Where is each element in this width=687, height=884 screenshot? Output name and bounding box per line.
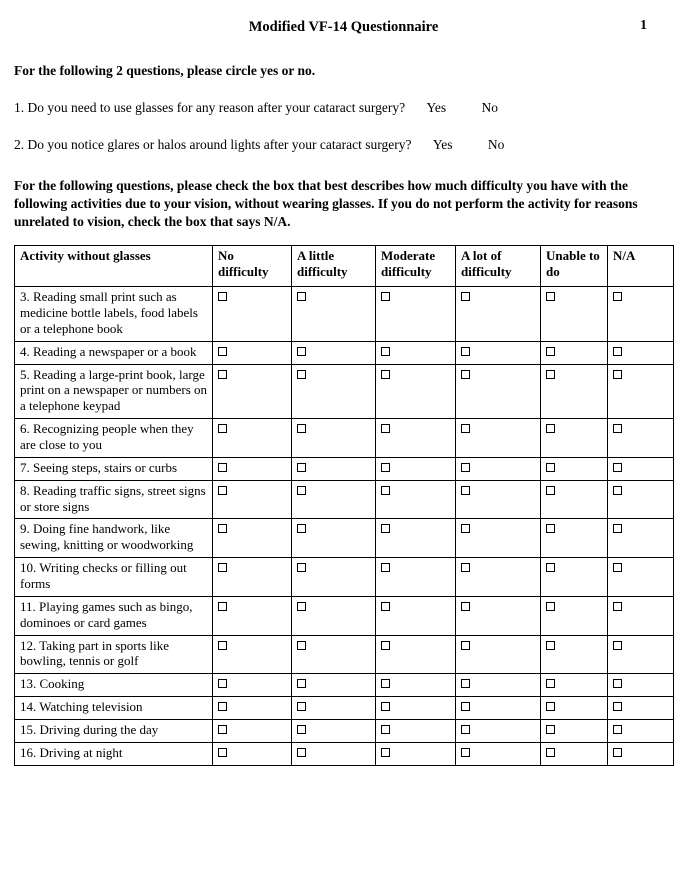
activity-table [14, 245, 674, 765]
checkbox[interactable] [218, 602, 227, 611]
checkbox[interactable] [381, 679, 390, 688]
table-row [15, 341, 674, 364]
table-row [15, 519, 674, 558]
checkbox[interactable] [297, 347, 306, 356]
checkbox[interactable] [218, 641, 227, 650]
checkbox-cell [608, 635, 674, 674]
table-row [15, 287, 674, 342]
circle-instruction: For the following 2 questions, please circle yes or no. [14, 63, 316, 78]
checkbox[interactable] [613, 725, 622, 734]
activity-label: 6. Recognizing people when they are close to you [15, 419, 213, 458]
checkbox-cell [292, 519, 376, 558]
checkbox[interactable] [546, 524, 555, 533]
question-line-2 [14, 137, 673, 153]
checkbox[interactable] [613, 641, 622, 650]
header-alot-difficulty: A lot of difficulty [456, 246, 541, 287]
activity-label: 11. Playing games such as bingo, dominoes or card games [15, 596, 213, 635]
checkbox[interactable] [546, 563, 555, 572]
checkbox-cell [213, 457, 292, 480]
checkbox-cell [292, 697, 376, 720]
checkbox[interactable] [381, 602, 390, 611]
checkbox-cell [213, 480, 292, 519]
checkbox-cell [608, 519, 674, 558]
checkbox-cell [376, 480, 456, 519]
checkbox-cell [292, 674, 376, 697]
checkbox[interactable] [613, 347, 622, 356]
checkbox-cell [213, 341, 292, 364]
checkbox[interactable] [218, 563, 227, 572]
checkbox-cell [456, 519, 541, 558]
question-2-text: 2. Do you notice glares or halos around lights after your cataract surgery? [14, 137, 412, 152]
checkbox[interactable] [297, 702, 306, 711]
checkbox[interactable] [461, 486, 470, 495]
activity-table-body [15, 287, 674, 766]
checkbox-cell [608, 674, 674, 697]
activity-label: 3. Reading small print such as medicine bottle labels, food labels or a telephone book [15, 287, 213, 342]
checkbox[interactable] [297, 524, 306, 533]
checkbox-cell [376, 596, 456, 635]
checkbox[interactable] [381, 524, 390, 533]
checkbox[interactable] [613, 424, 622, 433]
checkbox-cell [376, 287, 456, 342]
activity-label: 8. Reading traffic signs, street signs or store signs [15, 480, 213, 519]
checkbox-cell [456, 697, 541, 720]
checkbox-cell [541, 287, 608, 342]
checkbox[interactable] [613, 602, 622, 611]
checkbox[interactable] [218, 347, 227, 356]
checkbox-cell [292, 419, 376, 458]
checkbox-cell [376, 635, 456, 674]
checkbox[interactable] [381, 702, 390, 711]
table-row [15, 742, 674, 765]
table-header-row [15, 246, 674, 287]
activity-label: 4. Reading a newspaper or a book [15, 341, 213, 364]
checkbox-cell [541, 596, 608, 635]
checkbox[interactable] [297, 748, 306, 757]
checkbox[interactable] [461, 725, 470, 734]
checkbox-cell [456, 674, 541, 697]
checkbox[interactable] [297, 463, 306, 472]
checkbox-cell [456, 596, 541, 635]
activity-label: 15. Driving during the day [15, 720, 213, 743]
checkbox-cell [456, 635, 541, 674]
checkbox[interactable] [461, 424, 470, 433]
checkbox-cell [292, 480, 376, 519]
checkbox[interactable] [546, 748, 555, 757]
checkbox-cell [541, 558, 608, 597]
checkbox-cell [292, 457, 376, 480]
checkbox-cell [292, 287, 376, 342]
document-header [14, 18, 673, 36]
checkbox-cell [376, 364, 456, 419]
checkbox[interactable] [461, 702, 470, 711]
checkbox[interactable] [613, 524, 622, 533]
checkbox-cell [456, 419, 541, 458]
page-number: 1 [640, 18, 647, 33]
checkbox-cell [456, 742, 541, 765]
checkbox-cell [213, 720, 292, 743]
checkbox[interactable] [546, 641, 555, 650]
checkbox-cell [213, 519, 292, 558]
checkbox[interactable] [546, 486, 555, 495]
header-na: N/A [608, 246, 674, 287]
checkbox-cell [608, 419, 674, 458]
checkbox[interactable] [297, 370, 306, 379]
checkbox[interactable] [461, 292, 470, 301]
checkbox-cell [213, 635, 292, 674]
table-row [15, 596, 674, 635]
checkbox-cell [541, 519, 608, 558]
checkbox[interactable] [546, 463, 555, 472]
checkbox[interactable] [546, 602, 555, 611]
checkbox-cell [292, 596, 376, 635]
header-activity: Activity without glasses [15, 246, 213, 287]
page-title: Modified VF-14 Questionnaire [248, 19, 439, 35]
header-unable-to-do: Unable to do [541, 246, 608, 287]
checkbox[interactable] [218, 725, 227, 734]
checkbox[interactable] [297, 424, 306, 433]
checkbox[interactable] [218, 524, 227, 533]
checkbox[interactable] [546, 292, 555, 301]
checkbox[interactable] [381, 424, 390, 433]
table-row [15, 364, 674, 419]
checkbox-cell [213, 596, 292, 635]
checkbox-cell [213, 674, 292, 697]
checkbox[interactable] [613, 563, 622, 572]
checkbox-cell [292, 635, 376, 674]
checkbox-cell [608, 697, 674, 720]
checkbox[interactable] [218, 463, 227, 472]
checkbox[interactable] [381, 725, 390, 734]
activity-label: 10. Writing checks or filling out forms [15, 558, 213, 597]
checkbox-cell [541, 480, 608, 519]
checkbox[interactable] [546, 702, 555, 711]
checkbox[interactable] [218, 679, 227, 688]
table-row [15, 697, 674, 720]
checkbox[interactable] [297, 292, 306, 301]
checkbox[interactable] [461, 563, 470, 572]
checkbox-cell [456, 457, 541, 480]
header-little-difficulty: A little difficulty [292, 246, 376, 287]
checkbox-cell [541, 419, 608, 458]
checkbox-cell [213, 742, 292, 765]
checkbox-cell [541, 742, 608, 765]
checkbox-cell [541, 341, 608, 364]
question-line-1 [14, 100, 673, 116]
header-no-difficulty: No difficulty [213, 246, 292, 287]
checkbox[interactable] [461, 370, 470, 379]
checkbox-cell [376, 519, 456, 558]
checkbox-cell [292, 364, 376, 419]
checkbox-cell [541, 457, 608, 480]
checkbox-cell [541, 674, 608, 697]
checkbox-cell [292, 720, 376, 743]
header-moderate-difficulty: Moderate difficulty [376, 246, 456, 287]
checkbox[interactable] [461, 679, 470, 688]
checkbox-cell [608, 341, 674, 364]
checkbox[interactable] [218, 702, 227, 711]
checkbox[interactable] [381, 347, 390, 356]
table-row [15, 674, 674, 697]
checkbox[interactable] [297, 486, 306, 495]
checkbox-cell [541, 635, 608, 674]
checkbox-cell [376, 674, 456, 697]
checkbox-cell [608, 720, 674, 743]
checkbox-cell [608, 596, 674, 635]
table-row [15, 457, 674, 480]
checkbox[interactable] [381, 641, 390, 650]
checkbox-cell [456, 558, 541, 597]
checkbox-cell [213, 287, 292, 342]
activity-label: 14. Watching television [15, 697, 213, 720]
activity-label: 16. Driving at night [15, 742, 213, 765]
activity-label: 12. Taking part in sports like bowling, tennis or golf [15, 635, 213, 674]
checkbox[interactable] [546, 347, 555, 356]
checkbox-cell [608, 742, 674, 765]
checkbox-cell [376, 457, 456, 480]
checkbox[interactable] [381, 292, 390, 301]
question-1-no-option[interactable]: No [481, 100, 499, 115]
activity-label: 7. Seeing steps, stairs or curbs [15, 457, 213, 480]
checkbox-cell [456, 720, 541, 743]
checkbox[interactable] [546, 679, 555, 688]
checkbox[interactable] [613, 370, 622, 379]
checkbox[interactable] [461, 347, 470, 356]
checkbox[interactable] [613, 748, 622, 757]
checkbox-cell [608, 457, 674, 480]
checkbox[interactable] [461, 641, 470, 650]
checkbox[interactable] [381, 748, 390, 757]
checkbox-cell [608, 558, 674, 597]
checkbox[interactable] [613, 679, 622, 688]
checkbox[interactable] [613, 463, 622, 472]
table-row [15, 419, 674, 458]
checkbox[interactable] [613, 292, 622, 301]
checkbox-cell [376, 720, 456, 743]
checkbox-cell [376, 341, 456, 364]
checkbox[interactable] [218, 292, 227, 301]
checkbox-cell [213, 364, 292, 419]
question-2-no-option[interactable]: No [487, 137, 505, 152]
activity-label: 13. Cooking [15, 674, 213, 697]
checkbox-cell [456, 287, 541, 342]
checkbox-cell [376, 419, 456, 458]
question-1-yes-option[interactable]: Yes [426, 100, 447, 115]
checkbox-cell [213, 697, 292, 720]
checkbox[interactable] [461, 748, 470, 757]
checkbox[interactable] [218, 424, 227, 433]
checkbox[interactable] [546, 725, 555, 734]
activity-label: 5. Reading a large-print book, large print on a newspaper or numbers on a telephone keypad [15, 364, 213, 419]
checkbox[interactable] [218, 748, 227, 757]
checkbox-cell [292, 742, 376, 765]
checkbox[interactable] [546, 370, 555, 379]
checkbox[interactable] [381, 563, 390, 572]
activity-label: 9. Doing fine handwork, like sewing, knitting or woodworking [15, 519, 213, 558]
checkbox-instruction: For the following questions, please check the box that best describes how much difficulty you have with the following activities due to your vision, without wearing glasses. If you do not perform the activity for reasons unrelated to vision, check the box that says N/A. [14, 178, 638, 229]
checkbox-cell [541, 697, 608, 720]
checkbox-cell [608, 480, 674, 519]
checkbox[interactable] [381, 370, 390, 379]
checkbox-cell [608, 287, 674, 342]
checkbox-cell [456, 364, 541, 419]
checkbox[interactable] [297, 679, 306, 688]
checkbox[interactable] [381, 463, 390, 472]
checkbox-cell [456, 341, 541, 364]
checkbox-cell [213, 558, 292, 597]
table-row [15, 558, 674, 597]
table-row [15, 480, 674, 519]
checkbox-cell [541, 720, 608, 743]
checkbox-cell [456, 480, 541, 519]
checkbox-cell [376, 558, 456, 597]
question-2-yes-option[interactable]: Yes [432, 137, 453, 152]
checkbox-cell [376, 742, 456, 765]
checkbox-cell [292, 341, 376, 364]
checkbox-cell [608, 364, 674, 419]
checkbox-cell [541, 364, 608, 419]
table-row [15, 635, 674, 674]
checkbox[interactable] [218, 486, 227, 495]
checkbox[interactable] [297, 641, 306, 650]
checkbox[interactable] [546, 424, 555, 433]
checkbox[interactable] [461, 602, 470, 611]
table-row [15, 720, 674, 743]
checkbox-cell [376, 697, 456, 720]
checkbox[interactable] [297, 563, 306, 572]
checkbox-cell [213, 419, 292, 458]
checkbox[interactable] [461, 463, 470, 472]
checkbox-cell [292, 558, 376, 597]
checkbox[interactable] [613, 486, 622, 495]
checkbox[interactable] [297, 602, 306, 611]
question-1-text: 1. Do you need to use glasses for any reason after your cataract surgery? [14, 100, 406, 115]
checkbox[interactable] [381, 486, 390, 495]
checkbox[interactable] [613, 702, 622, 711]
checkbox[interactable] [461, 524, 470, 533]
checkbox[interactable] [218, 370, 227, 379]
checkbox[interactable] [297, 725, 306, 734]
